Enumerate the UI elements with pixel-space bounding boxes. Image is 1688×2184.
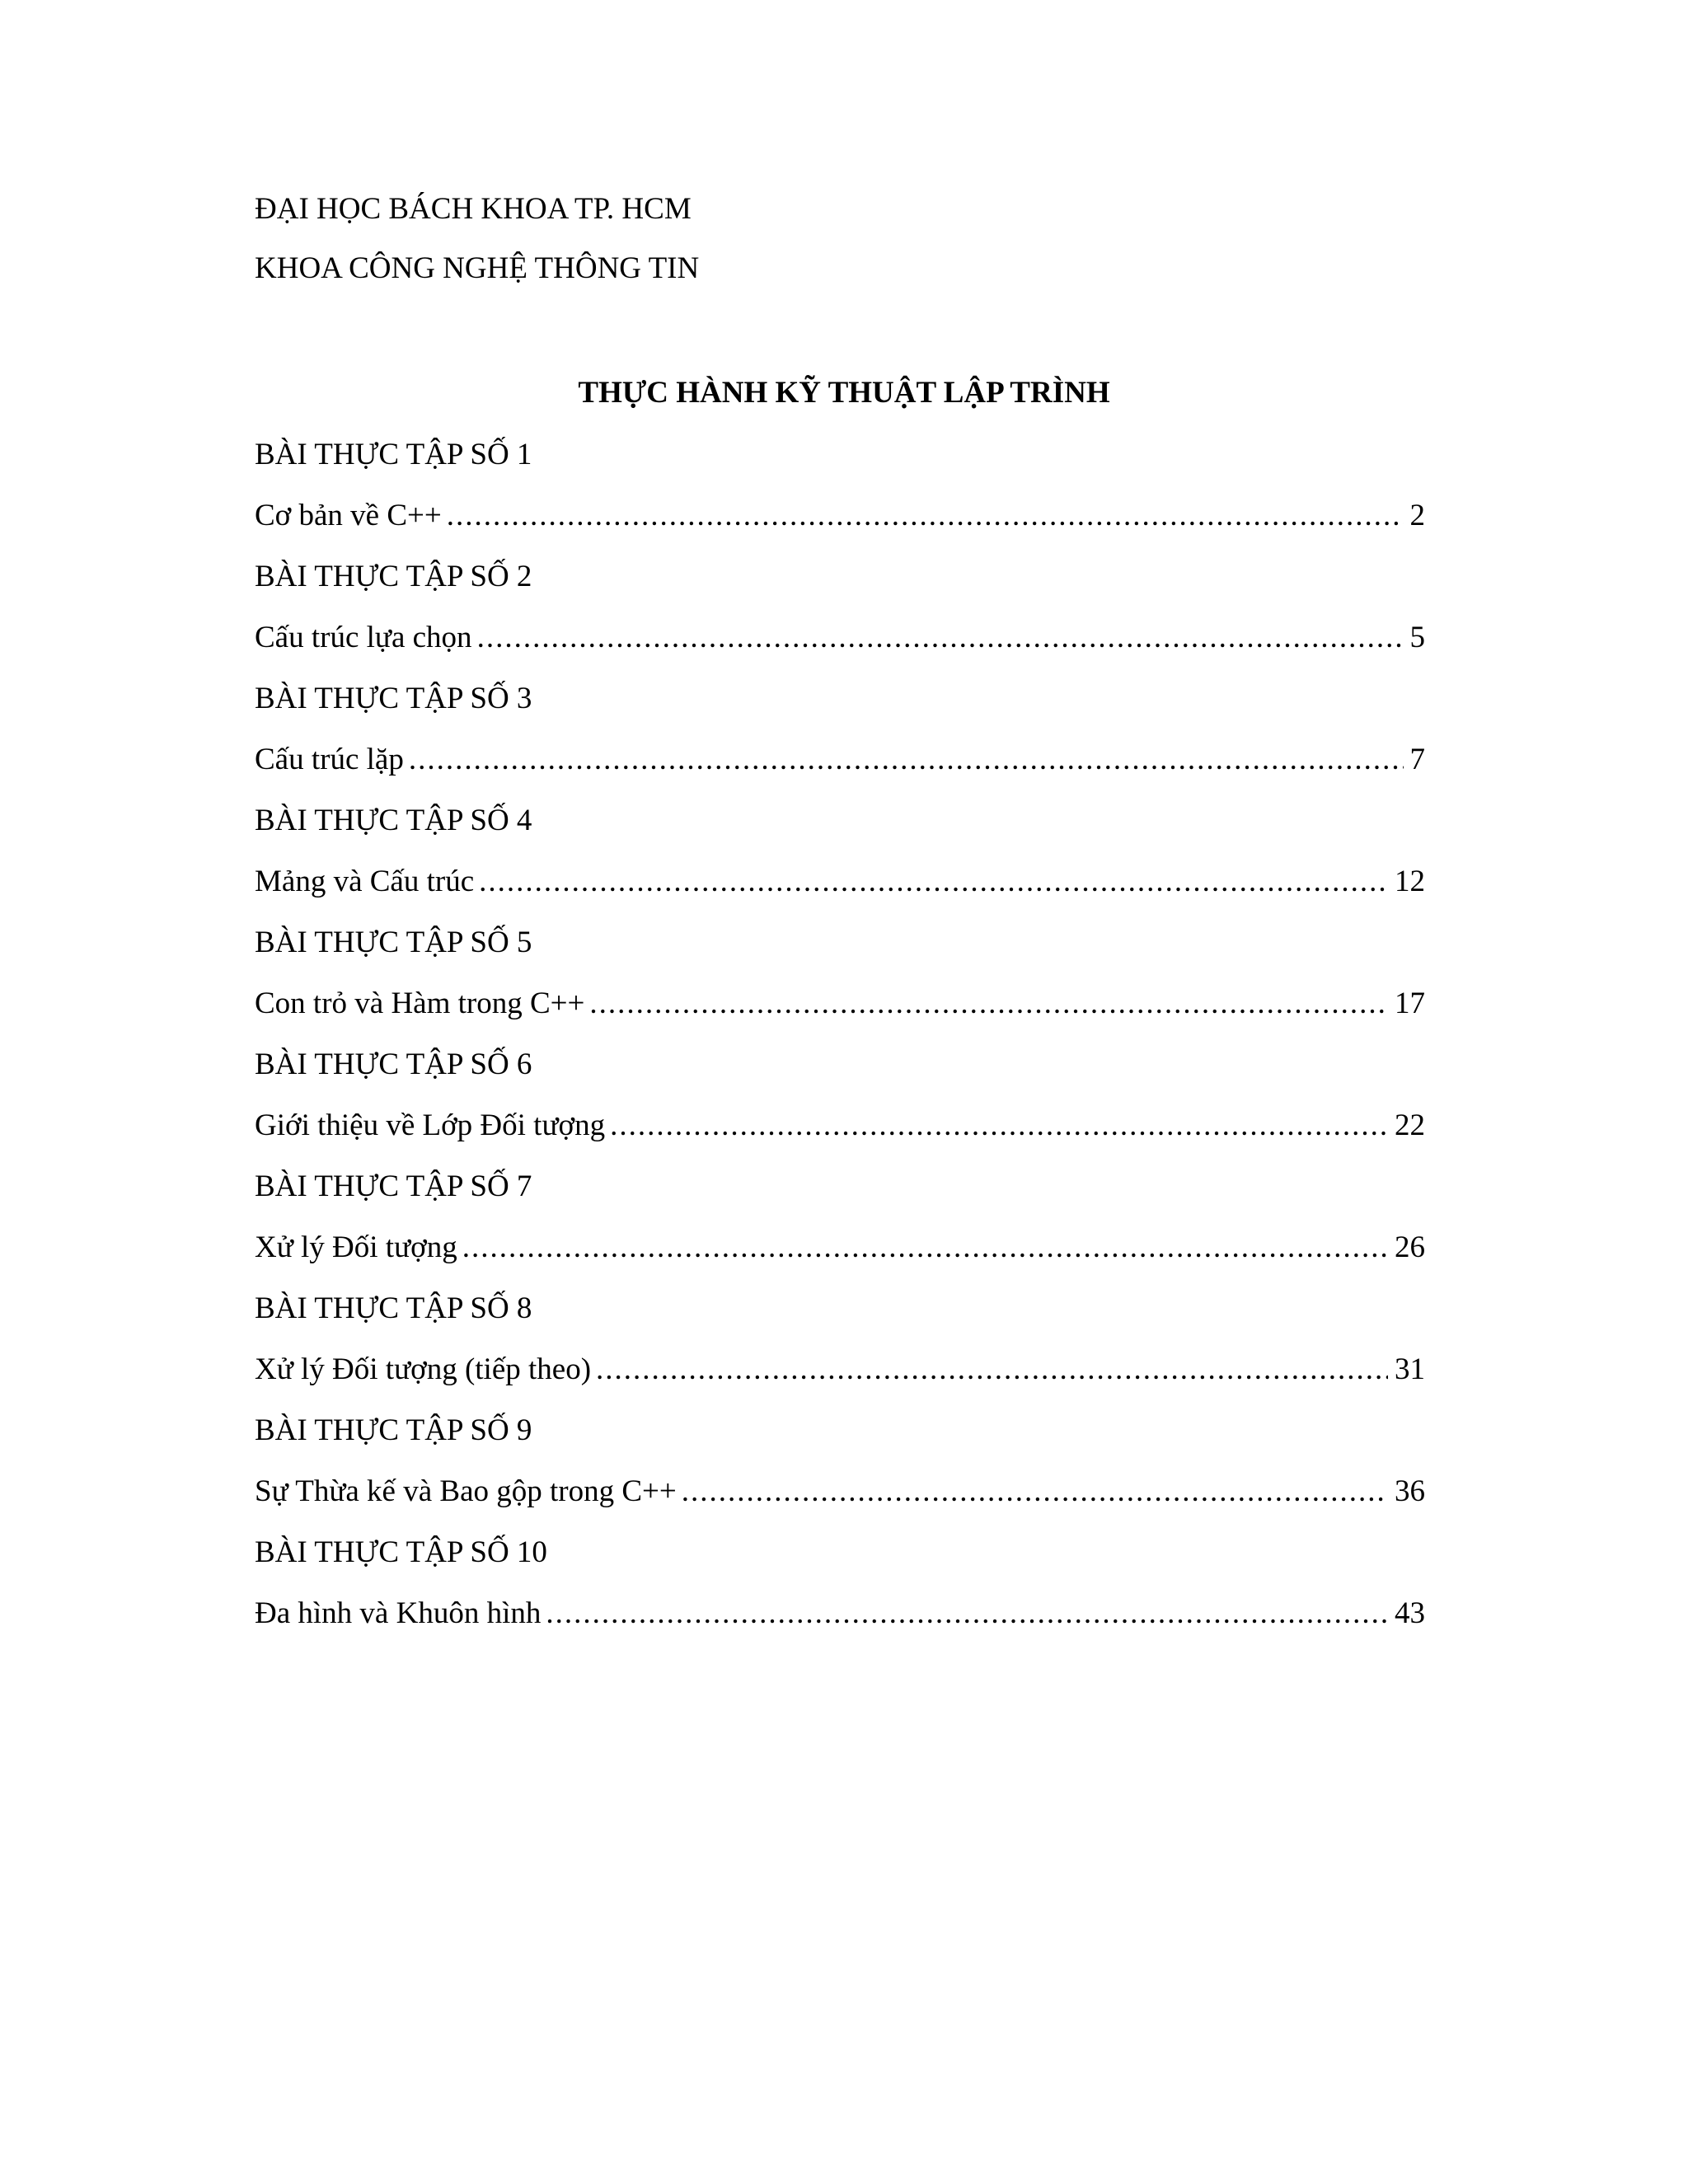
university-name: ĐẠI HỌC BÁCH KHOA TP. HCM — [255, 192, 692, 226]
entry-title: Sự Thừa kế và Bao gộp trong C++ — [255, 1474, 677, 1508]
dot-leader — [589, 986, 1388, 1022]
toc-section — [255, 1535, 1425, 1657]
page-number: 43 — [1395, 1596, 1425, 1630]
toc-entry[interactable] — [255, 1352, 1425, 1413]
entry-title: Cấu trúc lặp — [255, 743, 404, 776]
dot-leader — [447, 498, 1404, 534]
page-number: 17 — [1395, 987, 1425, 1020]
lab-heading: BÀI THỰC TẬP SỐ 8 — [255, 1291, 532, 1325]
page-number: 22 — [1395, 1108, 1425, 1142]
entry-title: Mảng và Cấu trúc — [255, 865, 475, 898]
toc-entry[interactable] — [255, 864, 1425, 925]
entry-title: Cấu trúc lựa chọn — [255, 621, 472, 654]
dot-leader — [477, 620, 1404, 656]
dot-leader — [479, 864, 1388, 900]
toc-section — [255, 559, 1425, 681]
page-number: 36 — [1395, 1474, 1425, 1508]
toc-entry[interactable] — [255, 1108, 1425, 1169]
page-number: 12 — [1395, 865, 1425, 898]
page-number: 2 — [1409, 499, 1425, 532]
toc-section — [255, 1169, 1425, 1291]
page-number: 26 — [1395, 1230, 1425, 1264]
page-number: 5 — [1409, 621, 1425, 654]
lab-heading: BÀI THỰC TẬP SỐ 7 — [255, 1169, 532, 1203]
dot-leader — [409, 742, 1404, 778]
page-number: 31 — [1395, 1352, 1425, 1386]
table-of-contents — [255, 437, 1425, 1657]
entry-title: Xử lý Đối tượng — [255, 1230, 457, 1264]
entry-title: Xử lý Đối tượng (tiếp theo) — [255, 1352, 592, 1386]
toc-entry[interactable] — [255, 620, 1425, 681]
lab-heading: BÀI THỰC TẬP SỐ 3 — [255, 682, 532, 715]
toc-entry[interactable] — [255, 1474, 1425, 1535]
lab-heading: BÀI THỰC TẬP SỐ 5 — [255, 926, 532, 959]
dot-leader — [610, 1108, 1388, 1144]
dot-leader — [462, 1230, 1388, 1266]
lab-heading: BÀI THỰC TẬP SỐ 10 — [255, 1535, 547, 1569]
toc-entry[interactable] — [255, 742, 1425, 803]
toc-section — [255, 1291, 1425, 1413]
lab-heading: BÀI THỰC TẬP SỐ 4 — [255, 804, 532, 837]
lab-heading: BÀI THỰC TẬP SỐ 2 — [255, 560, 532, 593]
entry-title: Đa hình và Khuôn hình — [255, 1596, 542, 1630]
dot-leader — [546, 1596, 1388, 1632]
toc-section — [255, 925, 1425, 1047]
lab-heading: BÀI THỰC TẬP SỐ 9 — [255, 1413, 532, 1447]
dot-leader — [682, 1474, 1388, 1510]
toc-entry[interactable] — [255, 1596, 1425, 1657]
page-number: 7 — [1409, 743, 1425, 776]
entry-title: Con trỏ và Hàm trong C++ — [255, 987, 585, 1020]
toc-section — [255, 681, 1425, 803]
toc-section — [255, 1413, 1425, 1535]
entry-title: Cơ bản về C++ — [255, 499, 442, 532]
lab-heading: BÀI THỰC TẬP SỐ 6 — [255, 1047, 532, 1081]
lab-heading: BÀI THỰC TẬP SỐ 1 — [255, 438, 532, 471]
document-title: THỰC HÀNH KỸ THUẬT LẬP TRÌNH — [578, 376, 1110, 410]
toc-section — [255, 437, 1425, 559]
toc-entry[interactable] — [255, 1230, 1425, 1291]
toc-section — [255, 1047, 1425, 1169]
dot-leader — [596, 1352, 1388, 1388]
entry-title: Giới thiệu về Lớp Đối tượng — [255, 1108, 606, 1142]
toc-section — [255, 803, 1425, 925]
toc-entry[interactable] — [255, 986, 1425, 1047]
toc-entry[interactable] — [255, 498, 1425, 559]
faculty-name: KHOA CÔNG NGHỆ THÔNG TIN — [255, 251, 700, 285]
